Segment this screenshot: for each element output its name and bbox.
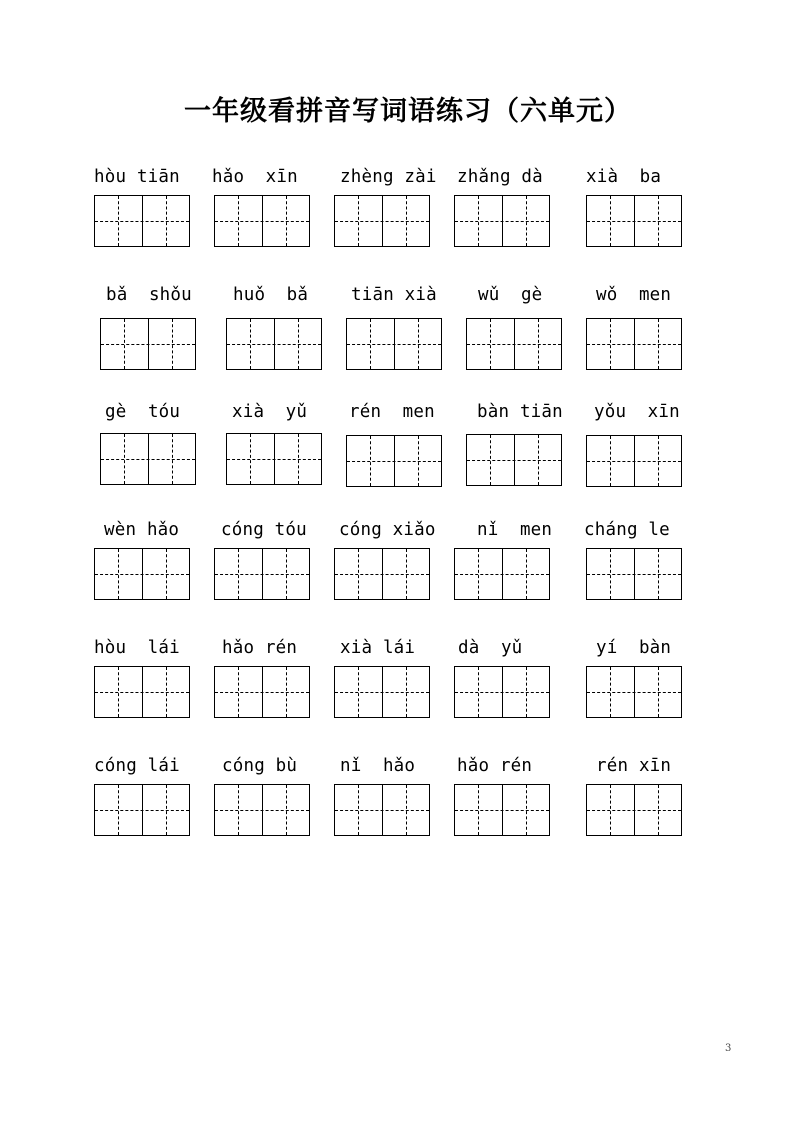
pinyin-label: wǔ gè: [478, 285, 543, 305]
writing-grid[interactable]: [454, 784, 550, 836]
word-exercise: [214, 755, 318, 845]
exercise-row-1: [0, 166, 794, 256]
pinyin-label: nǐ hǎo: [340, 756, 416, 776]
word-exercise: [454, 755, 558, 845]
exercise-row-6: [0, 755, 794, 845]
word-exercise: [454, 519, 558, 609]
pinyin-label: hǎo xīn: [212, 167, 298, 187]
writing-grid[interactable]: [214, 195, 310, 247]
pinyin-label: cóng lái: [94, 756, 180, 776]
writing-grid[interactable]: [226, 433, 322, 485]
pinyin-label: tiān xià: [351, 285, 437, 305]
word-exercise: [334, 519, 438, 609]
pinyin-label: xià yǔ: [232, 402, 308, 422]
word-exercise: [346, 401, 450, 491]
writing-grid[interactable]: [586, 784, 682, 836]
writing-grid[interactable]: [466, 434, 562, 486]
pinyin-label: hòu lái: [94, 638, 180, 658]
word-exercise: [100, 401, 204, 491]
writing-grid[interactable]: [100, 318, 196, 370]
pinyin-label: yǒu xīn: [594, 402, 680, 422]
writing-grid[interactable]: [586, 548, 682, 600]
word-exercise: [586, 755, 690, 845]
pinyin-label: gè tóu: [105, 402, 181, 422]
writing-grid[interactable]: [94, 195, 190, 247]
writing-grid[interactable]: [334, 784, 430, 836]
writing-grid[interactable]: [586, 318, 682, 370]
pinyin-label: dà yǔ: [458, 638, 523, 658]
word-exercise: [454, 637, 558, 727]
word-exercise: [586, 401, 690, 491]
writing-grid[interactable]: [334, 548, 430, 600]
page-number: 3: [725, 1043, 732, 1054]
writing-grid[interactable]: [454, 195, 550, 247]
page-title: 一年级看拼音写词语练习（六单元）: [184, 96, 632, 127]
word-exercise: [466, 401, 570, 491]
word-exercise: [214, 637, 318, 727]
word-exercise: [586, 166, 690, 256]
pinyin-label: xià lái: [340, 638, 416, 658]
word-exercise: [586, 519, 690, 609]
word-exercise: [334, 755, 438, 845]
writing-grid[interactable]: [94, 666, 190, 718]
word-exercise: [346, 284, 450, 374]
writing-grid[interactable]: [214, 548, 310, 600]
writing-grid[interactable]: [334, 195, 430, 247]
exercise-row-5: [0, 637, 794, 727]
word-exercise: [214, 166, 318, 256]
writing-grid[interactable]: [214, 666, 310, 718]
word-exercise: [94, 755, 198, 845]
pinyin-label: cháng le: [584, 520, 670, 540]
word-exercise: [94, 519, 198, 609]
pinyin-label: hǎo rén: [457, 756, 533, 776]
writing-grid[interactable]: [226, 318, 322, 370]
writing-grid[interactable]: [346, 318, 442, 370]
writing-grid[interactable]: [586, 435, 682, 487]
pinyin-label: rén xīn: [596, 756, 672, 776]
word-exercise: [100, 284, 204, 374]
pinyin-label: wǒ men: [596, 285, 672, 305]
pinyin-label: bàn tiān: [477, 402, 563, 422]
word-exercise: [334, 166, 438, 256]
pinyin-label: nǐ men: [477, 520, 553, 540]
word-exercise: [454, 166, 558, 256]
word-exercise: [466, 284, 570, 374]
writing-grid[interactable]: [346, 435, 442, 487]
pinyin-label: bǎ shǒu: [106, 285, 192, 305]
word-exercise: [586, 284, 690, 374]
writing-grid[interactable]: [454, 548, 550, 600]
word-exercise: [334, 637, 438, 727]
pinyin-label: hǎo rén: [222, 638, 298, 658]
pinyin-label: cóng xiǎo: [339, 520, 436, 540]
word-exercise: [586, 637, 690, 727]
pinyin-label: yí bàn: [596, 638, 672, 658]
writing-grid[interactable]: [586, 666, 682, 718]
pinyin-label: wèn hǎo: [104, 520, 180, 540]
word-exercise: [214, 519, 318, 609]
pinyin-label: xià ba: [586, 167, 662, 187]
word-exercise: [94, 637, 198, 727]
pinyin-label: zhǎng dà: [457, 167, 543, 187]
writing-grid[interactable]: [214, 784, 310, 836]
word-exercise: [226, 284, 330, 374]
exercise-row-3: [0, 401, 794, 491]
pinyin-label: huǒ bǎ: [233, 285, 309, 305]
pinyin-label: hòu tiān: [94, 167, 180, 187]
word-exercise: [94, 166, 198, 256]
writing-grid[interactable]: [454, 666, 550, 718]
writing-grid[interactable]: [586, 195, 682, 247]
pinyin-label: cóng bù: [222, 756, 298, 776]
exercise-row-2: [0, 284, 794, 374]
word-exercise: [226, 401, 330, 491]
pinyin-label: zhèng zài: [340, 167, 437, 187]
writing-grid[interactable]: [94, 548, 190, 600]
writing-grid[interactable]: [100, 433, 196, 485]
pinyin-label: cóng tóu: [221, 520, 307, 540]
writing-grid[interactable]: [334, 666, 430, 718]
pinyin-label: rén men: [349, 402, 435, 422]
writing-grid[interactable]: [94, 784, 190, 836]
writing-grid[interactable]: [466, 318, 562, 370]
exercise-row-4: [0, 519, 794, 609]
